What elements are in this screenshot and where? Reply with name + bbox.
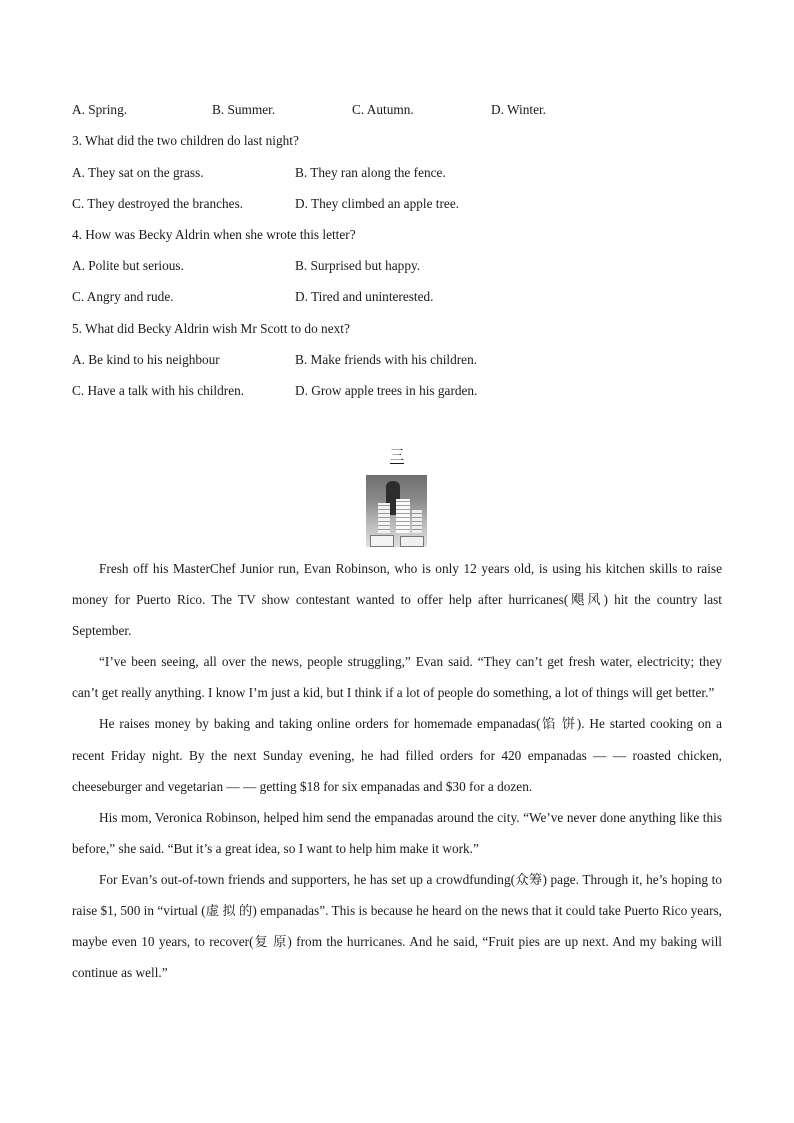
option-c: C. They destroyed the branches. <box>72 196 244 211</box>
section-heading: 三 <box>390 449 404 464</box>
article-photo <box>366 475 427 547</box>
option-a: A. Polite but serious. <box>72 258 184 273</box>
reading-passage <box>72 553 722 988</box>
paragraph-5: For Evan’s out-of-town friends and supporters, he has set up a crowdfunding(众筹) page. Through it, he’s hoping to raise $1, 500 in “virtual (虚 拟 的) empanadas”. This is because he heard on the news that it could take Puerto Rico years, maybe even 10 years, to recover(复 原) from the hurricanes. And he said, “Fruit pies are up next. And my baking will continue as well.” <box>72 871 722 981</box>
option-c: C. Autumn. <box>352 102 414 117</box>
option-b: B. Surprised but happy. <box>295 258 421 273</box>
question-text: 4. How was Becky Aldrin when she wrote this letter? <box>72 227 356 242</box>
question-text: 5. What did Becky Aldrin wish Mr Scott to do next? <box>72 321 350 336</box>
option-d: D. They climbed an apple tree. <box>295 196 460 211</box>
option-b: B. They ran along the fence. <box>295 165 446 180</box>
option-b: B. Summer. <box>212 102 276 117</box>
option-c: C. Angry and rude. <box>72 289 174 304</box>
option-a: A. Be kind to his neighbour <box>72 352 220 367</box>
option-d: D. Tired and uninterested. <box>295 289 434 304</box>
option-d: D. Winter. <box>491 102 546 117</box>
option-a: A. Spring. <box>72 102 128 117</box>
paragraph-1: Fresh off his MasterChef Junior run, Evan Robinson, who is only 12 years old, is using his kitchen skills to raise money for Puerto Rico. The TV show contestant wanted to offer help after hurricanes(飓风) hit the country last September. <box>72 561 722 639</box>
paragraph-2: “I’ve been seeing, all over the news, people struggling,” Evan said. “They can’t get fresh water, electricity; they can’t get really anything. I know I’m just a kid, but I think if a lot of people do something, a lot of things will get better.” <box>72 654 722 701</box>
option-c: C. Have a talk with his children. <box>72 383 245 398</box>
question-text: 3. What did the two children do last night? <box>72 133 299 148</box>
paragraph-3: He raises money by baking and taking online orders for homemade empanadas(馅 饼). He started cooking on a recent Friday night. By the next Sunday evening, he had filled orders for 420 empanadas — — roasted chicken, cheeseburger and vegetarian — — getting $18 for six empanadas and $30 for a dozen. <box>72 716 722 794</box>
option-d: D. Grow apple trees in his garden. <box>295 383 478 398</box>
paragraph-4: His mom, Veronica Robinson, helped him send the empanadas around the city. “We’ve never done anything like this before,” she said. “But it’s a great idea, so I want to help him make it work.” <box>72 809 722 856</box>
option-a: A. They sat on the grass. <box>72 165 204 180</box>
option-b: B. Make friends with his children. <box>295 352 478 367</box>
